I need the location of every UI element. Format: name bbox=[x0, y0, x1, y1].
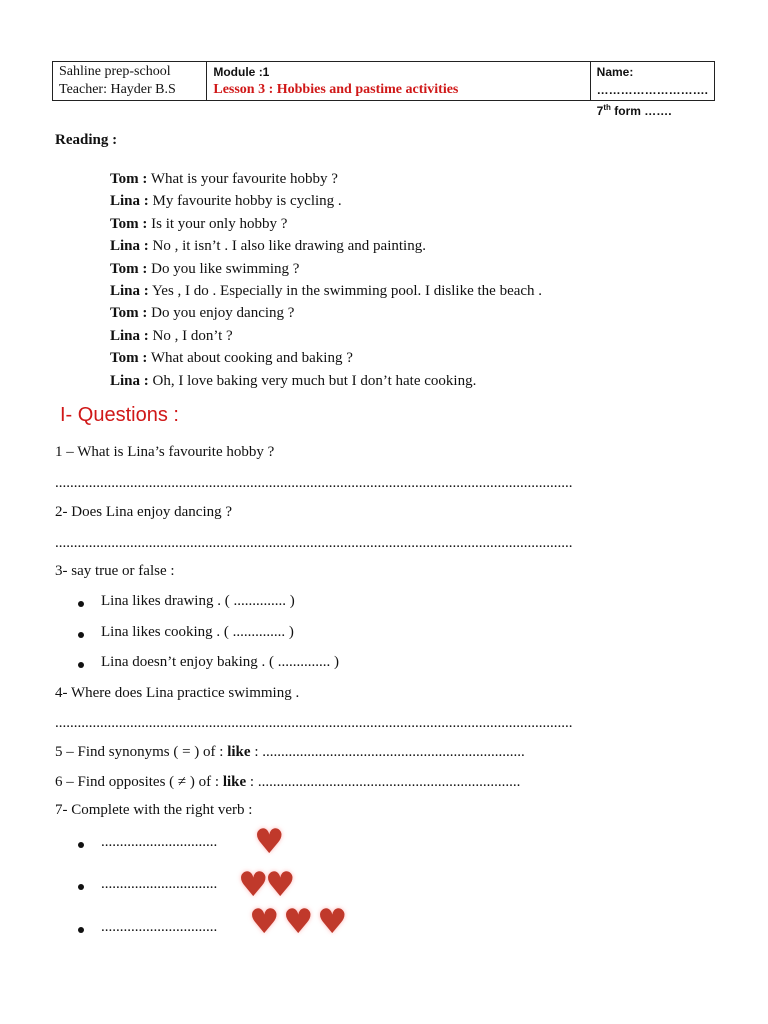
lesson-title: Lesson 3 : Hobbies and pastime activities bbox=[213, 82, 459, 97]
question-2: 2- Does Lina enjoy dancing ? bbox=[55, 504, 233, 520]
verb-blank-1[interactable]: ............................... bbox=[101, 834, 218, 850]
speaker-name: Tom : bbox=[110, 305, 148, 322]
heart-icon: ♥ bbox=[317, 902, 348, 942]
bullet-icon bbox=[78, 927, 84, 933]
speaker-name: Tom : bbox=[110, 215, 148, 232]
answer-line-4[interactable]: .......................................................................................................................................... bbox=[55, 715, 573, 731]
reading-dialogue bbox=[110, 169, 542, 393]
name-field: Name: ………………………. bbox=[596, 65, 708, 97]
heart-icon: ♥ bbox=[249, 902, 280, 942]
speaker-name: Lina : bbox=[110, 238, 149, 255]
answer-line-2[interactable]: .......................................................................................................................................... bbox=[55, 535, 573, 551]
speaker-name: Lina : bbox=[110, 193, 149, 210]
dialogue-text: Do you enjoy dancing ? bbox=[147, 305, 295, 322]
module-label: Module :1 bbox=[213, 65, 270, 79]
question-7: 7- Complete with the right verb : bbox=[55, 802, 253, 818]
question-6: 6 – Find opposites ( ≠ ) of : like : ...................................................................... bbox=[55, 774, 521, 790]
bullet-icon bbox=[78, 601, 84, 607]
bullet-icon bbox=[78, 884, 84, 890]
dialogue-text: My favourite hobby is cycling . bbox=[148, 193, 342, 210]
true-false-item-3: Lina doesn’t enjoy baking . ( .............. ) bbox=[101, 654, 340, 670]
heart-icon: ♥ bbox=[238, 865, 269, 905]
heart-icon: ♥ bbox=[254, 822, 285, 862]
bullet-icon bbox=[78, 662, 84, 668]
form-field: 7th form ……. bbox=[596, 103, 672, 118]
speaker-name: Tom : bbox=[110, 350, 148, 367]
dialogue-text: What about cooking and baking ? bbox=[147, 350, 353, 367]
question-5: 5 – Find synonyms ( = ) of : like : ...................................................................... bbox=[55, 744, 525, 760]
speaker-name: Tom : bbox=[110, 260, 148, 277]
answer-line-1[interactable]: .......................................................................................................................................... bbox=[55, 475, 573, 491]
dialogue-line bbox=[110, 214, 542, 236]
speaker-name: Lina : bbox=[110, 372, 149, 389]
header-lesson-cell bbox=[207, 62, 590, 100]
dialogue-text: Oh, I love baking very much but I don’t hate cooking. bbox=[148, 372, 477, 389]
dialogue-line bbox=[110, 348, 542, 370]
speaker-name: Lina : bbox=[110, 282, 149, 299]
true-false-item-1: Lina likes drawing . ( .............. ) bbox=[101, 593, 295, 609]
dialogue-line bbox=[110, 236, 542, 258]
dialogue-text: No , it isn’t . I also like drawing and painting. bbox=[148, 238, 426, 255]
questions-heading: I- Questions : bbox=[60, 404, 179, 426]
header-student-cell bbox=[591, 62, 714, 118]
dialogue-text: No , I don’t ? bbox=[148, 327, 233, 344]
speaker-name: Tom : bbox=[110, 171, 148, 187]
dialogue-text: What is your favourite hobby ? bbox=[147, 171, 338, 187]
question-4: 4- Where does Lina practice swimming . bbox=[55, 685, 300, 701]
reading-heading: Reading : bbox=[55, 132, 118, 148]
verb-blank-3[interactable]: ............................... bbox=[101, 919, 218, 935]
school-name: Sahline prep-school bbox=[59, 64, 171, 79]
dialogue-line bbox=[110, 371, 542, 393]
header-school-cell bbox=[53, 62, 207, 100]
bullet-icon bbox=[78, 632, 84, 638]
dialogue-line bbox=[110, 191, 542, 213]
verb-blank-2[interactable]: ............................... bbox=[101, 876, 218, 892]
heart-icon: ♥ bbox=[265, 865, 296, 905]
dialogue-line bbox=[110, 281, 542, 303]
dialogue-line bbox=[110, 326, 542, 348]
true-false-item-2: Lina likes cooking . ( .............. ) bbox=[101, 624, 294, 640]
question-1: 1 – What is Lina’s favourite hobby ? bbox=[55, 444, 275, 460]
question-3: 3- say true or false : bbox=[55, 563, 175, 579]
dialogue-line bbox=[110, 303, 542, 325]
dialogue-text: Do you like swimming ? bbox=[147, 260, 300, 277]
dialogue-text: Yes , I do . Especially in the swimming pool. I dislike the beach . bbox=[148, 282, 543, 299]
dialogue-line bbox=[110, 169, 542, 191]
speaker-name: Lina : bbox=[110, 327, 149, 344]
heart-icon: ♥ bbox=[283, 902, 314, 942]
dialogue-line bbox=[110, 259, 542, 281]
dialogue-text: Is it your only hobby ? bbox=[147, 215, 288, 232]
bullet-icon bbox=[78, 842, 84, 848]
header-table bbox=[52, 61, 715, 118]
teacher-name: Teacher: Hayder B.S bbox=[59, 82, 176, 97]
